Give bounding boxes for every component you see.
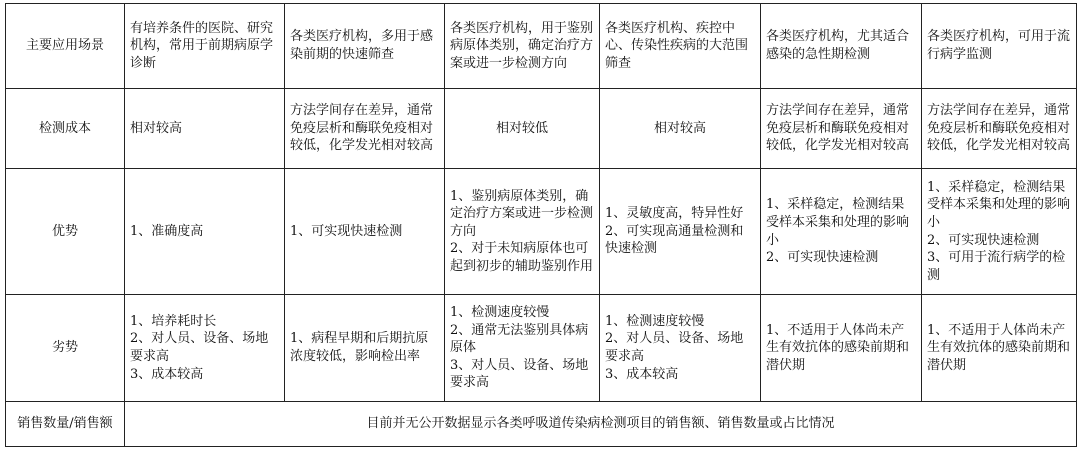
table-cell: 方法学间存在差异，通常免疫层析和酶联免疫相对较低，化学发光相对较高 xyxy=(922,89,1077,169)
row-header: 劣势 xyxy=(6,295,125,402)
table-cell: 各类医疗机构，尤其适合感染的急性期检测 xyxy=(761,4,922,89)
table-cell: 相对较高 xyxy=(600,89,761,169)
table-cell: 1、鉴别病原体类别，确定治疗方案或进一步检测方向 2、对于未知病原体也可起到初步的辅助鉴别作用 xyxy=(445,169,600,295)
table-cell: 1、检测速度较慢 2、通常无法鉴别具体病原体 3、对人员、设备、场地要求高 xyxy=(445,295,600,402)
comparison-table xyxy=(5,3,1077,447)
table-cell: 1、检测速度较慢 2、对人员、设备、场地要求高 3、成本较高 xyxy=(600,295,761,402)
row-disadvantages xyxy=(6,295,1077,402)
table-cell: 各类医疗机构，用于鉴别病原体类别，确定治疗方案或进一步检测方向 xyxy=(445,4,600,89)
table-cell: 相对较低 xyxy=(445,89,600,169)
row-header: 主要应用场景 xyxy=(6,4,125,89)
table-cell: 相对较高 xyxy=(125,89,285,169)
table-cell: 方法学间存在差异，通常免疫层析和酶联免疫相对较低，化学发光相对较高 xyxy=(761,89,922,169)
sales-note: 目前并无公开数据显示各类呼吸道传染病检测项目的销售额、销售数量或占比情况 xyxy=(125,402,1077,447)
table-cell: 各类医疗机构，可用于流行病学监测 xyxy=(922,4,1077,89)
table-cell: 1、病程早期和后期抗原浓度较低，影响检出率 xyxy=(285,295,445,402)
table-cell: 1、不适用于人体尚未产生有效抗体的感染前期和潜伏期 xyxy=(761,295,922,402)
table-cell: 1、采样稳定，检测结果受样本采集和处理的影响小 2、可实现快速检测 xyxy=(761,169,922,295)
table-cell: 1、培养耗时长 2、对人员、设备、场地要求高 3、成本较高 xyxy=(125,295,285,402)
row-advantages xyxy=(6,169,1077,295)
row-header: 优势 xyxy=(6,169,125,295)
row-header: 销售数量/销售额 xyxy=(6,402,125,447)
row-sales xyxy=(6,402,1077,447)
table-cell: 各类医疗机构、疾控中心、传染性疾病的大范围筛查 xyxy=(600,4,761,89)
table-cell: 1、采样稳定，检测结果受样本采集和处理的影响小 2、可实现快速检测 3、可用于流行病学的检测 xyxy=(922,169,1077,295)
table-cell: 1、准确度高 xyxy=(125,169,285,295)
table-cell: 1、不适用于人体尚未产生有效抗体的感染前期和潜伏期 xyxy=(922,295,1077,402)
table-cell: 有培养条件的医院、研究机构，常用于前期病原学诊断 xyxy=(125,4,285,89)
row-application-scenario xyxy=(6,4,1077,89)
table-cell: 方法学间存在差异，通常免疫层析和酶联免疫相对较低，化学发光相对较高 xyxy=(285,89,445,169)
table-cell: 各类医疗机构，多用于感染前期的快速筛查 xyxy=(285,4,445,89)
table-cell: 1、可实现快速检测 xyxy=(285,169,445,295)
row-header: 检测成本 xyxy=(6,89,125,169)
row-detection-cost xyxy=(6,89,1077,169)
table-cell: 1、灵敏度高，特异性好 2、可实现高通量检测和快速检测 xyxy=(600,169,761,295)
